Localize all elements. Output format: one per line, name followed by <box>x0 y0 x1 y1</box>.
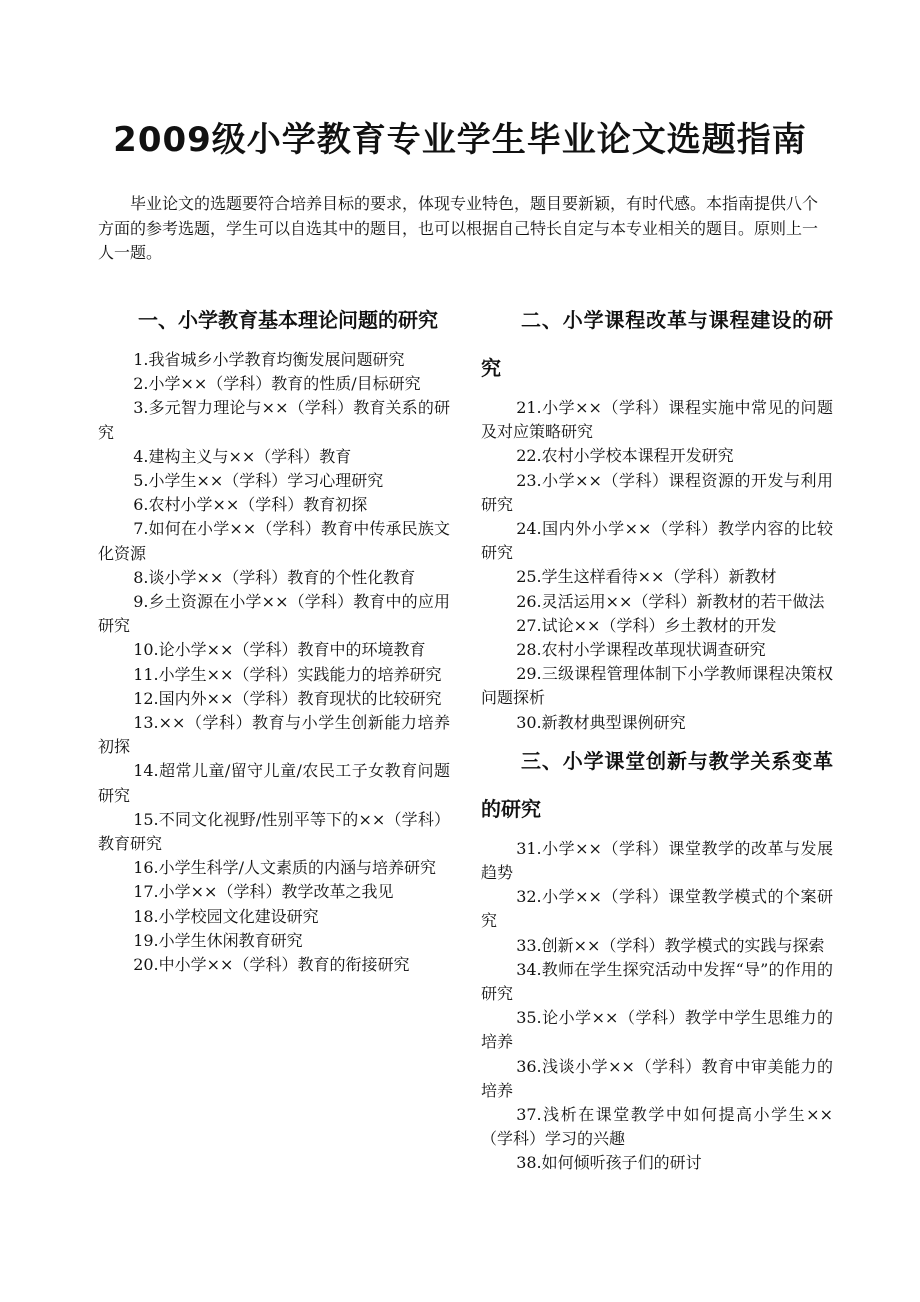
topic-item: 22.农村小学校本课程开发研究 <box>516 446 734 466</box>
topic-item: 6.农村小学××（学科）教育初探 <box>133 495 368 515</box>
topic-item: 30.新教材典型课例研究 <box>516 712 686 732</box>
topic-item: 7.如何在小学××（学科）教育中传承民族文化资源 <box>98 519 450 563</box>
topic-item: 34.教师在学生探究活动中发挥“导”的作用的研究 <box>481 959 833 1004</box>
topic-item: 37.浅析在课堂教学中如何提高小学生××（学科）学习的兴趣 <box>481 1105 833 1149</box>
topic-item: 21.小学××（学科）课程实施中常见的问题及对应策略研究 <box>481 398 833 442</box>
topic-item: 15.不同文化视野/性别平等下的××（学科）教育研究 <box>98 809 450 854</box>
topic-item: 13.××（学科）教育与小学生创新能力培养初探 <box>98 713 450 757</box>
topic-item: 33.创新××（学科）教学模式的实践与探索 <box>516 935 825 955</box>
document-title: 2009级小学教育专业学生毕业论文选题指南 <box>113 120 807 160</box>
topic-item: 9.乡土资源在小学××（学科）教育中的应用研究 <box>98 592 450 636</box>
topic-item: 5.小学生××（学科）学习心理研究 <box>133 471 384 491</box>
topic-item: 28.农村小学课程改革现状调查研究 <box>516 640 766 660</box>
topic-list <box>481 837 833 1176</box>
topic-item: 18.小学校园文化建设研究 <box>133 906 319 926</box>
topic-item: 16.小学生科学/人文素质的内涵与培养研究 <box>133 858 437 878</box>
right-column <box>481 296 833 1176</box>
topic-item: 31.小学××（学科）课堂教学的改革与发展趋势 <box>481 838 833 883</box>
topic-item: 27.试论××（学科）乡土教材的开发 <box>516 615 777 635</box>
topic-item: 26.灵活运用××（学科）新教材的若干做法 <box>516 591 825 611</box>
topic-item: 35.论小学××（学科）教学中学生思维力的培养 <box>481 1008 833 1052</box>
topic-item: 11.小学生××（学科）实践能力的培养研究 <box>133 664 442 684</box>
topic-item: 32.小学××（学科）课堂教学模式的个案研究 <box>481 887 833 931</box>
topic-item: 38.如何倾听孩子们的研讨 <box>516 1153 702 1173</box>
topic-item: 8.谈小学××（学科）教育的个性化教育 <box>133 567 416 587</box>
topic-item: 12.国内外××（学科）教育现状的比较研究 <box>133 688 442 708</box>
topic-item: 23.小学××（学科）课程资源的开发与利用研究 <box>481 470 833 514</box>
topic-item: 17.小学××（学科）教学改革之我见 <box>133 882 394 902</box>
topic-item: 1.我省城乡小学教育均衡发展问题研究 <box>133 350 405 369</box>
topic-item: 4.建构主义与××（学科）教育 <box>133 446 352 466</box>
topic-item: 36.浅谈小学××（学科）教育中审美能力的培养 <box>481 1056 833 1100</box>
section-heading: 二、小学课程改革与课程建设的研究 <box>481 308 833 380</box>
topic-item: 29.三级课程管理体制下小学教师课程决策权问题探析 <box>481 664 833 708</box>
topic-item: 19.小学生休闲教育研究 <box>133 930 303 950</box>
section-heading: 三、小学课堂创新与教学关系变革的研究 <box>481 748 833 821</box>
topic-list <box>481 396 833 735</box>
topic-item: 3.多元智力理论与××（学科）教育关系的研究 <box>98 398 450 442</box>
topic-item: 14.超常儿童/留守儿童/农民工子女教育问题研究 <box>98 761 450 805</box>
topic-item: 20.中小学××（学科）教育的衔接研究 <box>133 955 410 975</box>
topic-item: 24.国内外小学××（学科）教学内容的比较研究 <box>481 519 833 563</box>
topic-item: 25.学生这样看待××（学科）新教材 <box>516 567 777 587</box>
topic-item: 10.论小学××（学科）教育中的环境教育 <box>133 640 426 660</box>
left-column <box>98 296 450 977</box>
topic-list <box>98 348 450 977</box>
section-heading: 一、小学教育基本理论问题的研究 <box>138 308 438 332</box>
topic-item: 2.小学××（学科）教育的性质/目标研究 <box>133 374 421 394</box>
intro-paragraph: 毕业论文的选题要符合培养目标的要求，体现专业特色，题目要新颖，有时代感。本指南提供八个方面的参考选题，学生可以自选其中的题目，也可以根据自己特长自定与本专业相关的题目。原则上一人一题。 <box>98 194 819 262</box>
